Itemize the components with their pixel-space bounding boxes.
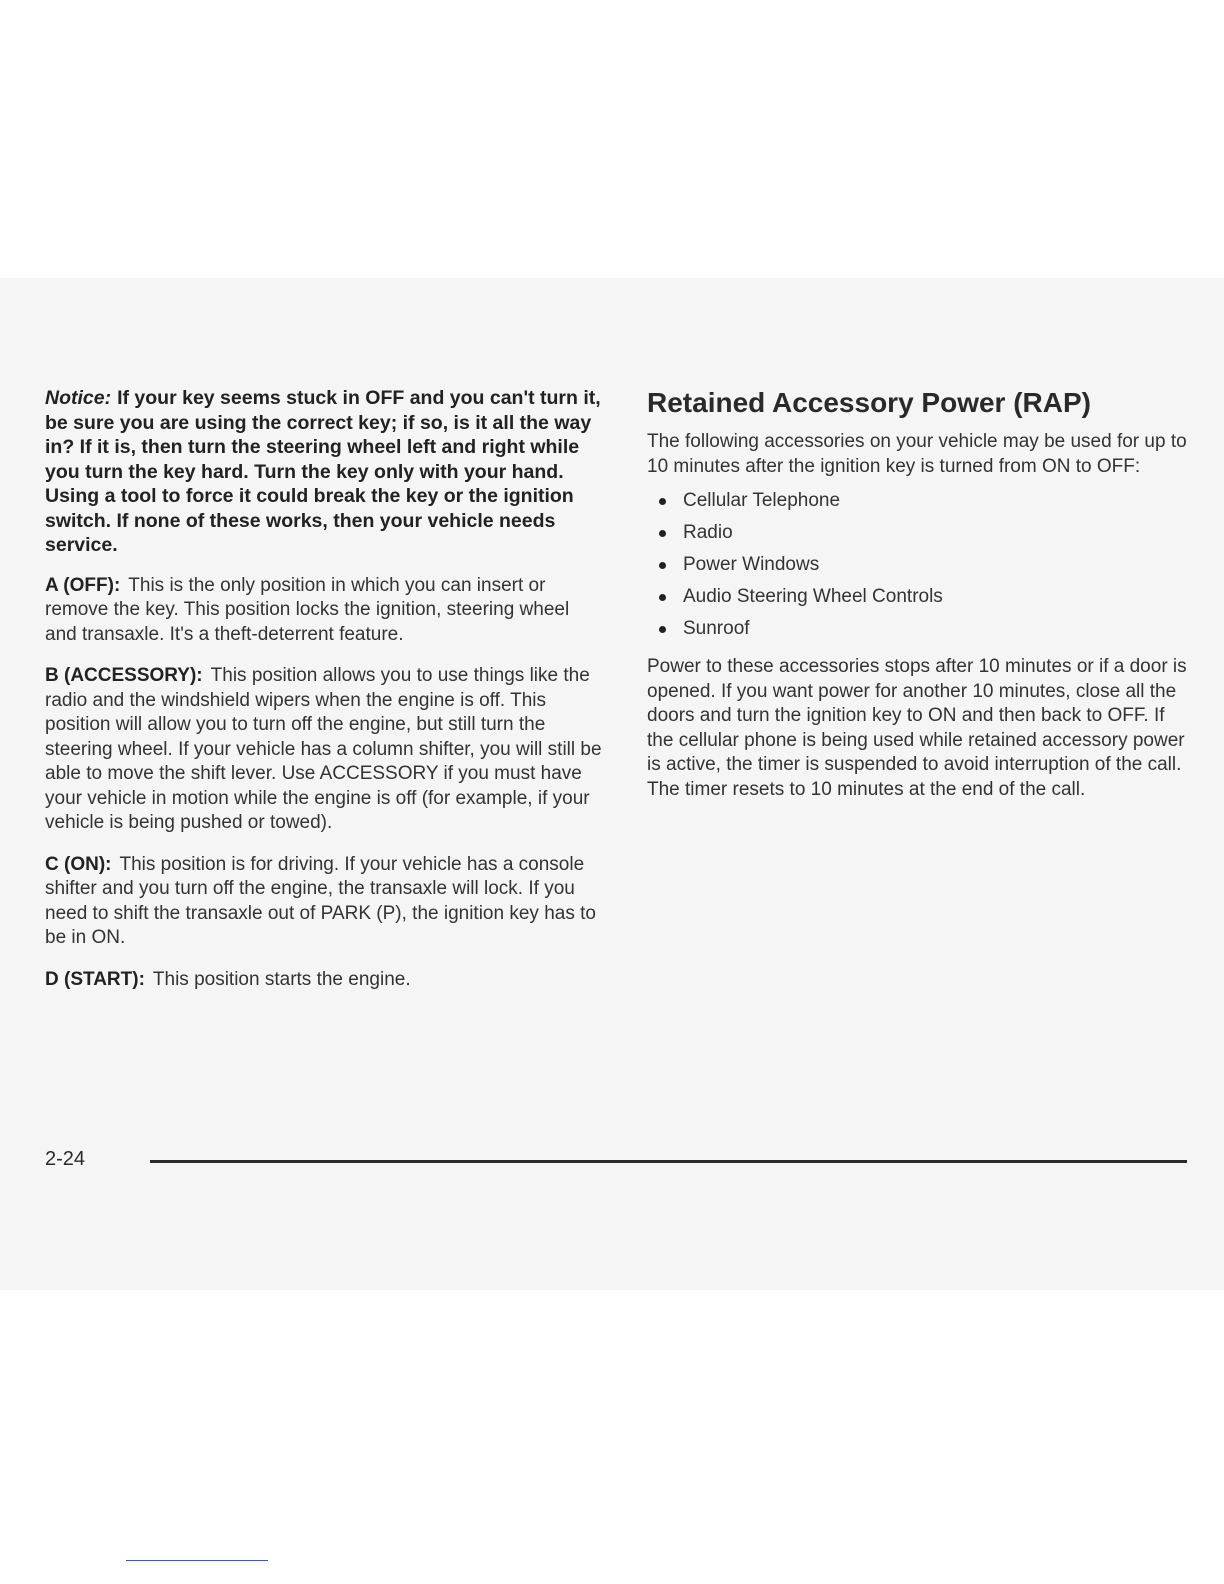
position-d-text: This position starts the engine. (152, 968, 411, 990)
list-item (659, 581, 1192, 613)
rap-accessory-list (647, 485, 1192, 645)
list-item (659, 485, 1192, 517)
bullet-icon (659, 498, 666, 505)
bullet-icon (659, 594, 666, 601)
position-a-text: This is the only position in which you can insert or remove the key. This position locks the ignition, steering wheel and transaxle. It's a theft-deterrent feature. (45, 574, 570, 645)
left-column (45, 386, 605, 1009)
rap-heading: Retained Accessory Power (RAP) (647, 387, 1091, 418)
link-underline[interactable] (126, 1560, 268, 1561)
list-item-label: Power Windows (683, 554, 820, 575)
position-c-term: C (ON): (45, 853, 112, 875)
list-item-label: Sunroof (683, 618, 750, 639)
rap-intro: The following accessories on your vehicle may be used for up to 10 minutes after the ignition key is turned from ON to OFF: (647, 431, 1187, 477)
list-item-label: Audio Steering Wheel Controls (683, 586, 943, 607)
list-item (659, 549, 1192, 581)
position-c-text: This position is for driving. If your vehicle has a console shifter and you turn off the engine, the transaxle will lock. If you need to shift the transaxle out of PARK (P), the ignition key has to be in ON. (45, 853, 596, 948)
position-b-paragraph (45, 664, 605, 836)
bullet-icon (659, 530, 666, 537)
position-d-paragraph (45, 968, 605, 993)
footer-rule (150, 1160, 1187, 1163)
position-b-text: This position allows you to use things like the radio and the windshield wipers when the engine is off. This position will allow you to turn off the engine, but still turn the steering wheel. If your vehicle has a column shifter, you will still be able to move the shift lever. Use ACCESSORY if you must have your vehicle in motion while the engine is off (for example, if your vehicle is being pushed or towed). (45, 665, 602, 833)
notice-text: If your key seems stuck in OFF and you can't turn it, be sure you are using the correct key; if so, is it all the way in? If it is, then turn the steering wheel left and right while you turn the key hard. Turn the key only with your hand. Using a tool to force it could break the key or the ignition switch. If none of these works, then your vehicle needs service. (45, 387, 601, 556)
position-c-paragraph (45, 853, 605, 951)
list-item (659, 613, 1192, 645)
bullet-icon (659, 562, 666, 569)
notice-label: Notice: (45, 387, 112, 409)
list-item-label: Radio (683, 522, 733, 543)
page-number: 2-24 (45, 1148, 86, 1170)
rap-body: Power to these accessories stops after 10 minutes or if a door is opened. If you want power for another 10 minutes, close all the doors and turn the ignition key to ON and then back to OFF. If the cellular phone is being used while retained accessory power is active, the timer is suspended to avoid interruption of the call. The timer resets to 10 minutes at the end of the call. (647, 656, 1187, 800)
list-item (659, 517, 1192, 549)
position-b-term: B (ACCESSORY): (45, 665, 203, 686)
position-d-term: D (START): (45, 968, 145, 990)
position-a-paragraph (45, 574, 605, 648)
bullet-icon (659, 626, 666, 633)
right-column (647, 386, 1192, 819)
position-a-term: A (OFF): (45, 574, 121, 596)
list-item-label: Cellular Telephone (683, 490, 841, 511)
notice-paragraph (45, 386, 605, 558)
